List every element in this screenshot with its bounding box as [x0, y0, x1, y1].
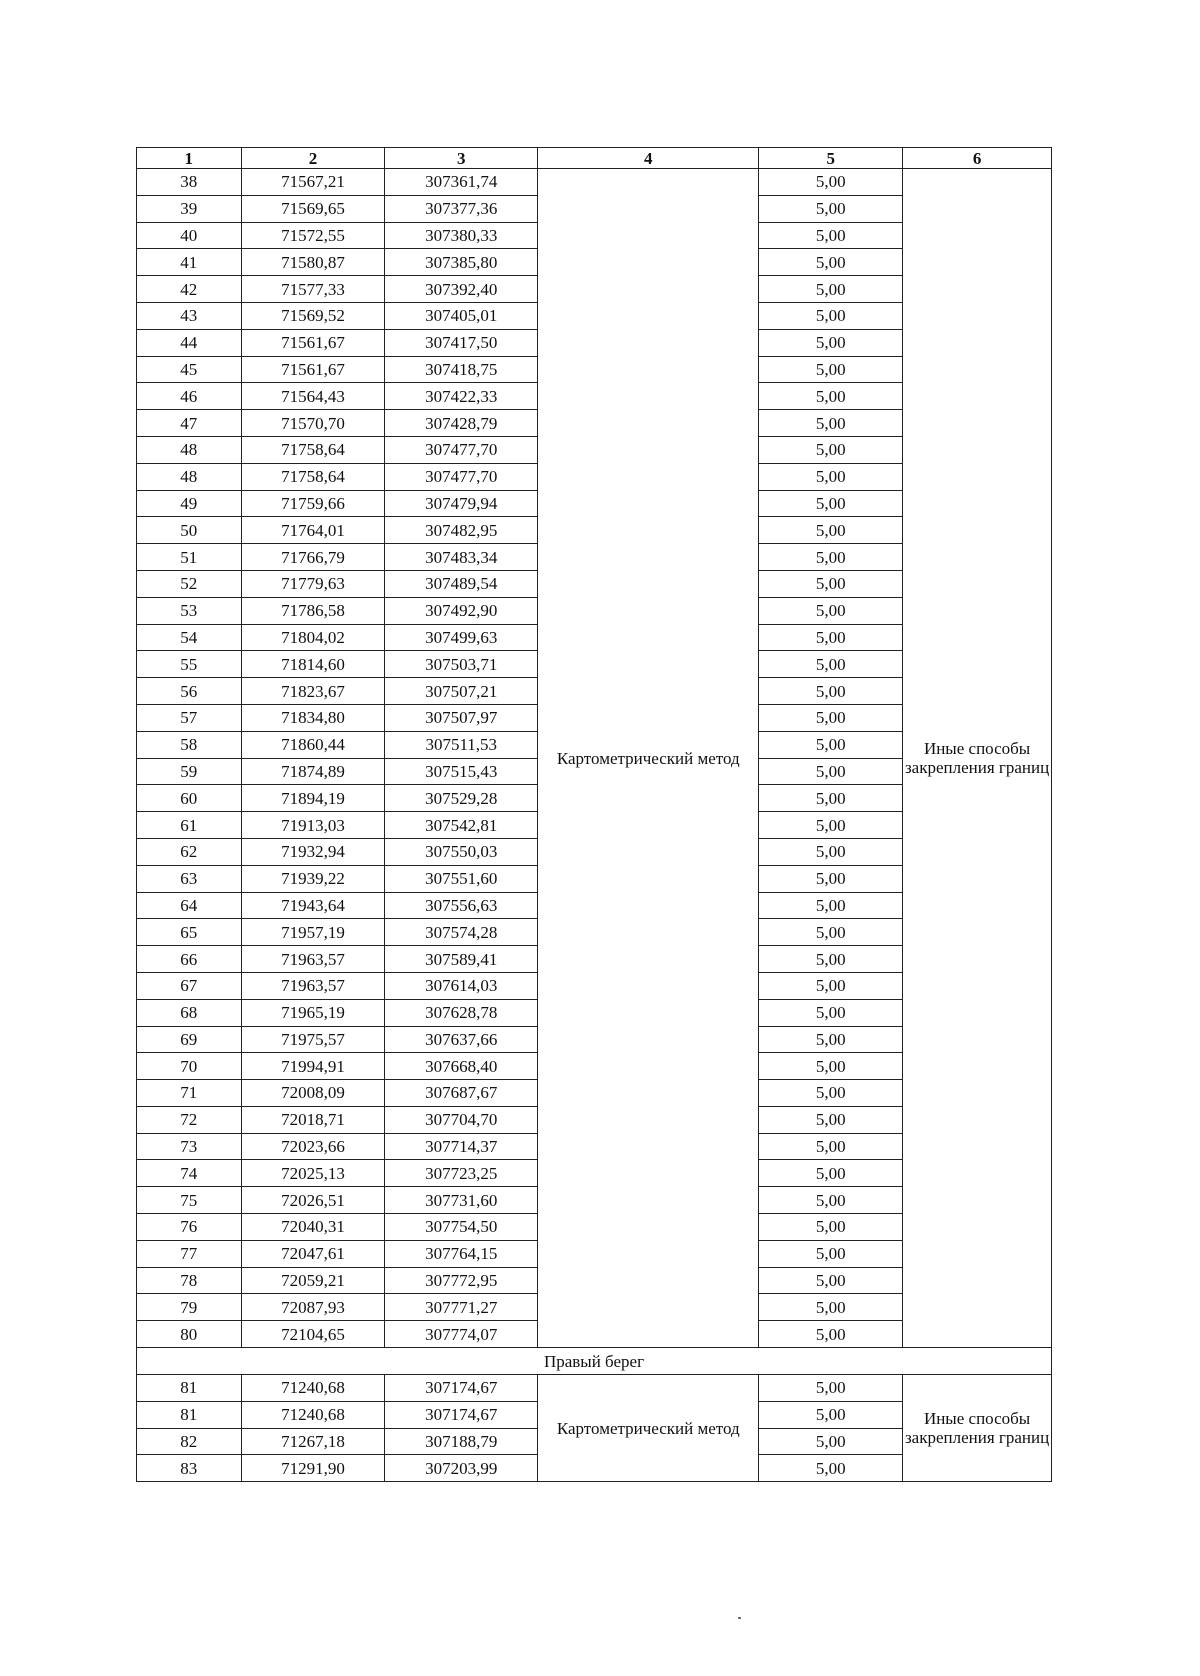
accuracy-cell: 5,00	[759, 490, 903, 517]
accuracy-cell: 5,00	[759, 919, 903, 946]
y-coordinate-cell: 307704,70	[385, 1106, 538, 1133]
point-number-cell: 47	[137, 410, 242, 437]
y-coordinate-cell: 307507,21	[385, 678, 538, 705]
y-coordinate-cell: 307499,63	[385, 624, 538, 651]
accuracy-cell: 5,00	[759, 758, 903, 785]
column-header: 1	[137, 148, 242, 169]
x-coordinate-cell: 71564,43	[241, 383, 385, 410]
point-number-cell: 54	[137, 624, 242, 651]
point-number-cell: 48	[137, 436, 242, 463]
y-coordinate-cell: 307188,79	[385, 1428, 538, 1455]
table-row	[137, 1375, 1052, 1402]
point-number-cell: 66	[137, 946, 242, 973]
x-coordinate-cell: 71240,68	[241, 1401, 385, 1428]
point-number-cell: 41	[137, 249, 242, 276]
y-coordinate-cell: 307714,37	[385, 1133, 538, 1160]
x-coordinate-cell: 72104,65	[241, 1321, 385, 1348]
x-coordinate-cell: 71965,19	[241, 999, 385, 1026]
accuracy-cell: 5,00	[759, 410, 903, 437]
y-coordinate-cell: 307385,80	[385, 249, 538, 276]
x-coordinate-cell: 71764,01	[241, 517, 385, 544]
accuracy-cell: 5,00	[759, 999, 903, 1026]
accuracy-cell: 5,00	[759, 302, 903, 329]
accuracy-cell: 5,00	[759, 1160, 903, 1187]
y-coordinate-cell: 307614,03	[385, 972, 538, 999]
accuracy-cell: 5,00	[759, 1240, 903, 1267]
point-number-cell: 83	[137, 1455, 242, 1482]
x-coordinate-cell: 71786,58	[241, 597, 385, 624]
y-coordinate-cell: 307428,79	[385, 410, 538, 437]
accuracy-cell: 5,00	[759, 1455, 903, 1482]
accuracy-cell: 5,00	[759, 1106, 903, 1133]
x-coordinate-cell: 71766,79	[241, 544, 385, 571]
x-coordinate-cell: 72047,61	[241, 1240, 385, 1267]
y-coordinate-cell: 307483,34	[385, 544, 538, 571]
accuracy-cell: 5,00	[759, 972, 903, 999]
y-coordinate-cell: 307529,28	[385, 785, 538, 812]
point-number-cell: 78	[137, 1267, 242, 1294]
accuracy-cell: 5,00	[759, 383, 903, 410]
point-number-cell: 38	[137, 169, 242, 196]
y-coordinate-cell: 307771,27	[385, 1294, 538, 1321]
accuracy-cell: 5,00	[759, 704, 903, 731]
y-coordinate-cell: 307477,70	[385, 436, 538, 463]
column-header: 6	[903, 148, 1052, 169]
x-coordinate-cell: 71975,57	[241, 1026, 385, 1053]
y-coordinate-cell: 307174,67	[385, 1401, 538, 1428]
x-coordinate-cell: 71567,21	[241, 169, 385, 196]
x-coordinate-cell: 71758,64	[241, 463, 385, 490]
y-coordinate-cell: 307482,95	[385, 517, 538, 544]
point-number-cell: 70	[137, 1053, 242, 1080]
point-number-cell: 50	[137, 517, 242, 544]
x-coordinate-cell: 72040,31	[241, 1214, 385, 1241]
x-coordinate-cell: 71913,03	[241, 812, 385, 839]
y-coordinate-cell: 307550,03	[385, 838, 538, 865]
accuracy-cell: 5,00	[759, 570, 903, 597]
x-coordinate-cell: 71569,65	[241, 195, 385, 222]
y-coordinate-cell: 307668,40	[385, 1053, 538, 1080]
point-number-cell: 43	[137, 302, 242, 329]
column-header: 5	[759, 148, 903, 169]
point-number-cell: 60	[137, 785, 242, 812]
y-coordinate-cell: 307417,50	[385, 329, 538, 356]
x-coordinate-cell: 71894,19	[241, 785, 385, 812]
y-coordinate-cell: 307764,15	[385, 1240, 538, 1267]
point-number-cell: 72	[137, 1106, 242, 1133]
column-header: 3	[385, 148, 538, 169]
point-number-cell: 51	[137, 544, 242, 571]
point-number-cell: 73	[137, 1133, 242, 1160]
point-number-cell: 58	[137, 731, 242, 758]
y-coordinate-cell: 307628,78	[385, 999, 538, 1026]
x-coordinate-cell: 71240,68	[241, 1375, 385, 1402]
x-coordinate-cell: 71804,02	[241, 624, 385, 651]
point-number-cell: 64	[137, 892, 242, 919]
method-cell: Картометрический метод	[538, 169, 759, 1348]
fixing-method-cell: Иные способы закрепления границ	[903, 169, 1052, 1348]
point-number-cell: 69	[137, 1026, 242, 1053]
accuracy-cell: 5,00	[759, 249, 903, 276]
x-coordinate-cell: 71561,67	[241, 356, 385, 383]
point-number-cell: 49	[137, 490, 242, 517]
x-coordinate-cell: 72023,66	[241, 1133, 385, 1160]
x-coordinate-cell: 71291,90	[241, 1455, 385, 1482]
accuracy-cell: 5,00	[759, 1267, 903, 1294]
y-coordinate-cell: 307556,63	[385, 892, 538, 919]
accuracy-cell: 5,00	[759, 1133, 903, 1160]
method-cell: Картометрический метод	[538, 1375, 759, 1482]
accuracy-cell: 5,00	[759, 436, 903, 463]
y-coordinate-cell: 307542,81	[385, 812, 538, 839]
point-number-cell: 57	[137, 704, 242, 731]
y-coordinate-cell: 307637,66	[385, 1026, 538, 1053]
table-row	[137, 169, 1052, 196]
y-coordinate-cell: 307754,50	[385, 1214, 538, 1241]
column-header: 2	[241, 148, 385, 169]
point-number-cell: 67	[137, 972, 242, 999]
table-header-row	[137, 148, 1052, 169]
left-bank-rows	[137, 169, 1052, 1348]
point-number-cell: 76	[137, 1214, 242, 1241]
accuracy-cell: 5,00	[759, 946, 903, 973]
y-coordinate-cell: 307574,28	[385, 919, 538, 946]
accuracy-cell: 5,00	[759, 1187, 903, 1214]
y-coordinate-cell: 307361,74	[385, 169, 538, 196]
x-coordinate-cell: 72025,13	[241, 1160, 385, 1187]
accuracy-cell: 5,00	[759, 276, 903, 303]
y-coordinate-cell: 307723,25	[385, 1160, 538, 1187]
point-number-cell: 74	[137, 1160, 242, 1187]
accuracy-cell: 5,00	[759, 1321, 903, 1348]
x-coordinate-cell: 71860,44	[241, 731, 385, 758]
section-label: Правый берег	[137, 1348, 1052, 1375]
x-coordinate-cell: 72026,51	[241, 1187, 385, 1214]
y-coordinate-cell: 307380,33	[385, 222, 538, 249]
y-coordinate-cell: 307511,53	[385, 731, 538, 758]
point-number-cell: 79	[137, 1294, 242, 1321]
y-coordinate-cell: 307377,36	[385, 195, 538, 222]
x-coordinate-cell: 71570,70	[241, 410, 385, 437]
x-coordinate-cell: 71932,94	[241, 838, 385, 865]
point-number-cell: 63	[137, 865, 242, 892]
accuracy-cell: 5,00	[759, 1428, 903, 1455]
section-row	[137, 1348, 1052, 1375]
x-coordinate-cell: 71779,63	[241, 570, 385, 597]
point-number-cell: 44	[137, 329, 242, 356]
x-coordinate-cell: 71963,57	[241, 972, 385, 999]
y-coordinate-cell: 307503,71	[385, 651, 538, 678]
accuracy-cell: 5,00	[759, 1080, 903, 1107]
accuracy-cell: 5,00	[759, 624, 903, 651]
accuracy-cell: 5,00	[759, 678, 903, 705]
point-number-cell: 71	[137, 1080, 242, 1107]
point-number-cell: 42	[137, 276, 242, 303]
x-coordinate-cell: 71561,67	[241, 329, 385, 356]
accuracy-cell: 5,00	[759, 597, 903, 624]
y-coordinate-cell: 307772,95	[385, 1267, 538, 1294]
point-number-cell: 68	[137, 999, 242, 1026]
x-coordinate-cell: 71580,87	[241, 249, 385, 276]
x-coordinate-cell: 72059,21	[241, 1267, 385, 1294]
point-number-cell: 59	[137, 758, 242, 785]
boundary-coordinates-table	[136, 147, 1052, 1482]
accuracy-cell: 5,00	[759, 463, 903, 490]
accuracy-cell: 5,00	[759, 865, 903, 892]
accuracy-cell: 5,00	[759, 517, 903, 544]
x-coordinate-cell: 71758,64	[241, 436, 385, 463]
x-coordinate-cell: 71939,22	[241, 865, 385, 892]
x-coordinate-cell: 71759,66	[241, 490, 385, 517]
point-number-cell: 39	[137, 195, 242, 222]
x-coordinate-cell: 71874,89	[241, 758, 385, 785]
point-number-cell: 82	[137, 1428, 242, 1455]
point-number-cell: 56	[137, 678, 242, 705]
accuracy-cell: 5,00	[759, 1401, 903, 1428]
column-header: 4	[538, 148, 759, 169]
right-bank-rows	[137, 1375, 1052, 1482]
point-number-cell: 75	[137, 1187, 242, 1214]
y-coordinate-cell: 307392,40	[385, 276, 538, 303]
point-number-cell: 40	[137, 222, 242, 249]
y-coordinate-cell: 307687,67	[385, 1080, 538, 1107]
y-coordinate-cell: 307489,54	[385, 570, 538, 597]
accuracy-cell: 5,00	[759, 1375, 903, 1402]
y-coordinate-cell: 307551,60	[385, 865, 538, 892]
accuracy-cell: 5,00	[759, 195, 903, 222]
point-number-cell: 48	[137, 463, 242, 490]
y-coordinate-cell: 307515,43	[385, 758, 538, 785]
x-coordinate-cell: 71569,52	[241, 302, 385, 329]
y-coordinate-cell: 307422,33	[385, 383, 538, 410]
x-coordinate-cell: 71577,33	[241, 276, 385, 303]
x-coordinate-cell: 72008,09	[241, 1080, 385, 1107]
x-coordinate-cell: 71943,64	[241, 892, 385, 919]
accuracy-cell: 5,00	[759, 544, 903, 571]
y-coordinate-cell: 307203,99	[385, 1455, 538, 1482]
x-coordinate-cell: 72018,71	[241, 1106, 385, 1133]
accuracy-cell: 5,00	[759, 329, 903, 356]
y-coordinate-cell: 307418,75	[385, 356, 538, 383]
accuracy-cell: 5,00	[759, 651, 903, 678]
y-coordinate-cell: 307477,70	[385, 463, 538, 490]
accuracy-cell: 5,00	[759, 222, 903, 249]
y-coordinate-cell: 307774,07	[385, 1321, 538, 1348]
point-number-cell: 62	[137, 838, 242, 865]
accuracy-cell: 5,00	[759, 731, 903, 758]
accuracy-cell: 5,00	[759, 838, 903, 865]
point-number-cell: 81	[137, 1375, 242, 1402]
accuracy-cell: 5,00	[759, 785, 903, 812]
fixing-method-cell: Иные способы закрепления границ	[903, 1375, 1052, 1482]
y-coordinate-cell: 307492,90	[385, 597, 538, 624]
y-coordinate-cell: 307174,67	[385, 1375, 538, 1402]
point-number-cell: 45	[137, 356, 242, 383]
point-number-cell: 81	[137, 1401, 242, 1428]
point-number-cell: 61	[137, 812, 242, 839]
accuracy-cell: 5,00	[759, 169, 903, 196]
point-number-cell: 77	[137, 1240, 242, 1267]
x-coordinate-cell: 71994,91	[241, 1053, 385, 1080]
x-coordinate-cell: 72087,93	[241, 1294, 385, 1321]
x-coordinate-cell: 71267,18	[241, 1428, 385, 1455]
y-coordinate-cell: 307731,60	[385, 1187, 538, 1214]
point-number-cell: 46	[137, 383, 242, 410]
x-coordinate-cell: 71572,55	[241, 222, 385, 249]
y-coordinate-cell: 307507,97	[385, 704, 538, 731]
accuracy-cell: 5,00	[759, 356, 903, 383]
accuracy-cell: 5,00	[759, 1214, 903, 1241]
y-coordinate-cell: 307589,41	[385, 946, 538, 973]
accuracy-cell: 5,00	[759, 1026, 903, 1053]
accuracy-cell: 5,00	[759, 812, 903, 839]
x-coordinate-cell: 71957,19	[241, 919, 385, 946]
point-number-cell: 80	[137, 1321, 242, 1348]
x-coordinate-cell: 71963,57	[241, 946, 385, 973]
scan-speck	[738, 1617, 741, 1619]
point-number-cell: 53	[137, 597, 242, 624]
x-coordinate-cell: 71814,60	[241, 651, 385, 678]
point-number-cell: 65	[137, 919, 242, 946]
x-coordinate-cell: 71834,80	[241, 704, 385, 731]
x-coordinate-cell: 71823,67	[241, 678, 385, 705]
y-coordinate-cell: 307405,01	[385, 302, 538, 329]
point-number-cell: 52	[137, 570, 242, 597]
accuracy-cell: 5,00	[759, 1053, 903, 1080]
accuracy-cell: 5,00	[759, 1294, 903, 1321]
point-number-cell: 55	[137, 651, 242, 678]
accuracy-cell: 5,00	[759, 892, 903, 919]
y-coordinate-cell: 307479,94	[385, 490, 538, 517]
